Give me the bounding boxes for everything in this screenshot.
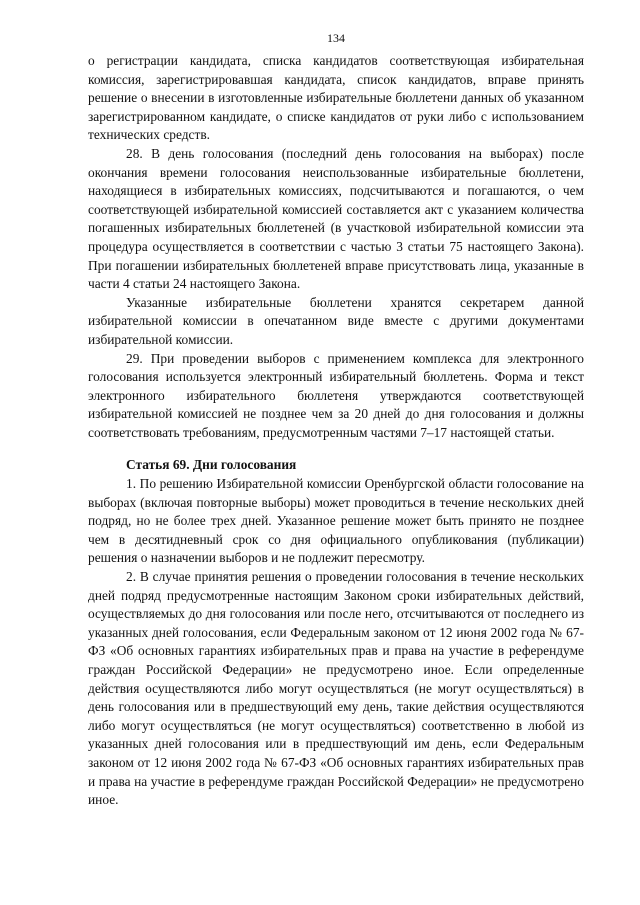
paragraph-ballots-storage: Указанные избирательные бюллетени хранятся секретарем данной избирательной комиссии в опечатанном виде вместе с другими документами избирательной комиссии. (88, 294, 584, 347)
article-heading: Статья 69. Дни голосования (126, 457, 297, 473)
page-number: 134 (327, 31, 345, 45)
paragraph-continuation: о регистрации кандидата, списка кандидатов соответствующая избирательная комиссия, зарегистрировавшая кандидата, список кандидатов, вправе принять решение о внесении в изготовленные избирательные бюллетени данных об указанном зарегистрированном кандидате, о списке кандидатов от руки либо с использованием технических средств. (88, 53, 584, 143)
paragraph-item-29: 29. При проведении выборов с применением комплекса для электронного голосования используется электронный избирательный бюллетень. Форма и текст электронного избирательного бюллетеня утверждаются соответствующей избирательной комиссией не позднее чем за 20 дней до дня голосования и должны соответствовать требованиям, предусмотренным частями 7–17 настоящей статьи. (88, 350, 584, 440)
paragraph-article-item-1: 1. По решению Избирательной комиссии Оренбургской области голосование на выборах (включая повторные выборы) может проводиться в течение нескольких дней подряд, но не более трех дней. Указанное решение может быть принято не позднее чем в десятидневный срок со дня официального опубликования (публикации) решения о назначении выборов и не подлежит пересмотру. (88, 476, 584, 566)
document-page (88, 30, 584, 810)
paragraph-item-28: 28. В день голосования (последний день голосования на выборах) после окончания времени голосования неиспользованные избирательные бюллетени, находящиеся в избирательных комиссиях, подсчитываются и погашаются, о чем соответствующей избирательной комиссией составляется акт с указанием количества погашенных избирательных бюллетеней (в участковой избирательной комиссии эта процедура осуществляется в соответствии с частью 3 статьи 75 настоящего Закона). При погашении избирательных бюллетеней вправе присутствовать лица, указанные в части 4 статьи 24 настоящего Закона. (88, 145, 584, 292)
paragraph-article-item-2: 2. В случае принятия решения о проведении голосования в течение нескольких дней подряд предусмотренные настоящим Законом сроки избирательных действий, осуществляемых до дня голосования или после него, отсчитываются от последнего из указанных дней голосования, если Федеральным законом от 12 июня 2002 года № 67-ФЗ «Об основных гарантиях избирательных прав и права на участие в референдуме граждан Российской Федерации» не предусмотрено иное. Если определенные действия осуществляются либо могут осуществляться (не могут осуществляться) в день голосования или в предшествующий ему день, такие действия осуществляются либо могут осуществляться (не могут осуществляться) соответственно в любой из указанных дней голосования или в предшествующий им день, если Федеральным законом от 12 июня 2002 года № 67-ФЗ «Об основных гарантиях избирательных прав и права на участие в референдуме граждан Российской Федерации» не предусмотрено иное. (88, 569, 584, 808)
